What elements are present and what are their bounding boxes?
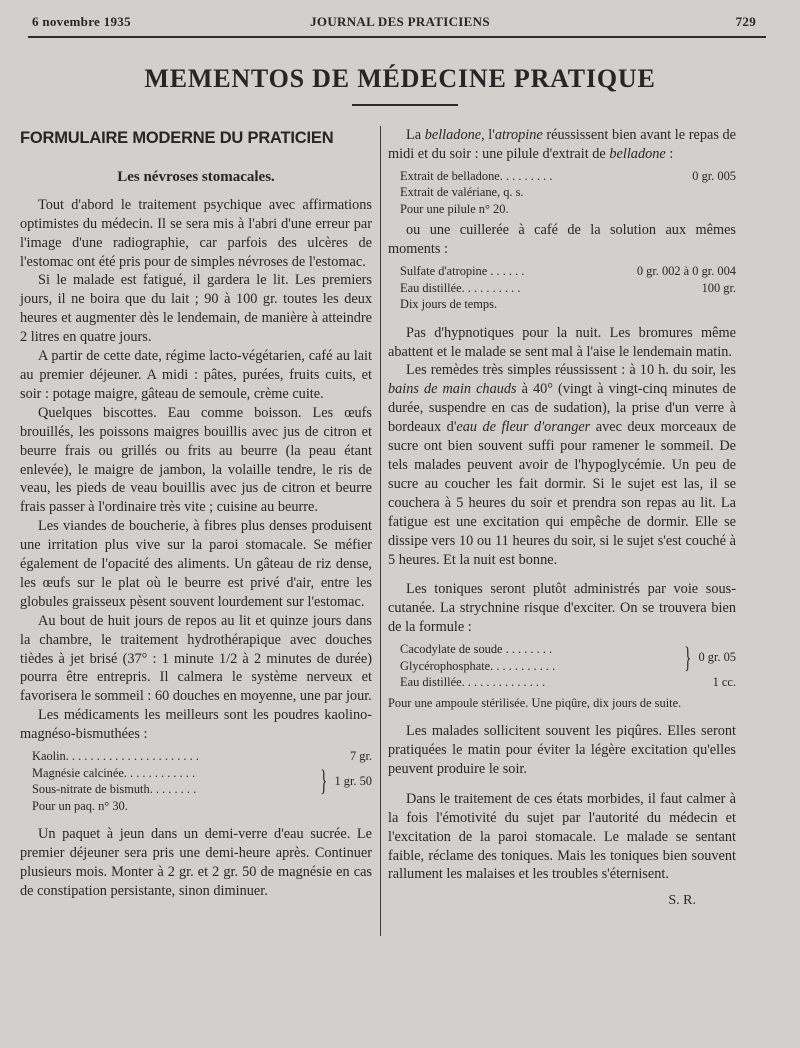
- prescription-solution: [400, 263, 736, 313]
- text-run: réussissent bien avant le repas de midi et du soir : une pilule d'extrait de: [388, 127, 736, 162]
- ingredient: Magnésie calcinée. . . . . . . . . . . .: [32, 765, 196, 780]
- brace-group: [32, 765, 372, 798]
- prescription-ampoule: [400, 641, 736, 691]
- prescription-line: [400, 168, 736, 185]
- dose: 0 gr. 05: [698, 650, 736, 665]
- text-run: :: [665, 145, 674, 162]
- page-title: MEMENTOS DE MÉDECINE PRATIQUE: [144, 64, 656, 93]
- paragraph: Tout d'abord le traitement psychique avec affirmations optimistes du médecin. Il se sera mis à l'abri d'une erreur par l'image d'une radiographie, car parfois des ulcères de l'estomac ont été pris pour de simples névroses de l'estomac.: [20, 196, 372, 270]
- text-run: avec deux morceaux de sucre ont bien souvent suffi pour ramener le sommeil. De tels malades peuvent avoir de l'hypoglycémie. Un peu de sucre au coucher les fait dormir. Si le sujet est las, il se couchera à 5 heures du soir et prendra son repas au lit. La fatigue est une excitation qui empêche de dormir. Elle se dissipe vers 10 ou 11 heures du soir, si le sujet s'est couché à 5 heures. Et la nuit est bonne.: [388, 419, 736, 568]
- paragraph: Un paquet à jeun dans un demi-verre d'eau sucrée. Le premier déjeuner sera pris une demi-heure après. Continuer plusieurs mois. Monter à 2 gr. et 2 gr. 50 de magnésie en cas de constipation persistante, sinon diminuer.: [20, 826, 372, 899]
- prescription-line: [400, 263, 736, 280]
- ingredient: Eau distillée. . . . . . . . . .: [400, 280, 521, 295]
- paragraph: [388, 126, 736, 164]
- italic-term: atropine: [494, 127, 543, 143]
- dose: 1 gr. 50: [334, 773, 372, 788]
- text-run: Les remèdes très simples réussissent : à 10 h. du soir, les: [406, 362, 736, 379]
- header-rule: [28, 36, 766, 38]
- paragraph: Quelques biscottes. Eau comme boisson. Les œufs brouillés, les poissons maigres bouillis avec jus de citron et beurre frais ou grillés ou frits au beurre (la peau étant enlevée), le maigre de jambon, la volaille tendre, le ris de veau, les pieds de veau bouillis avec jus de citron et beurre frais passer à l'ordinaire très vite ; cuisine au beurre.: [20, 404, 372, 516]
- dose: 1 cc.: [712, 675, 736, 690]
- dose: 0 gr. 005: [692, 168, 736, 183]
- ingredient: Extrait de belladone. . . . . . . . .: [400, 168, 553, 183]
- issue-date: 6 novembre 1935: [32, 14, 131, 29]
- column-divider: [380, 126, 381, 936]
- prescription-note: Dix jours de temps.: [400, 297, 498, 312]
- prescription-line: [32, 748, 372, 765]
- author-signature: S. R.: [668, 893, 696, 909]
- prescription-note: Pour une pilule n° 20.: [400, 201, 509, 216]
- prescription-note: Pour une ampoule stérilisée. Une piqûre, dix jours de suite.: [388, 695, 682, 710]
- paragraph: Dans le traitement de ces états morbides, il faut calmer à la fois l'émotivité du sujet par l'autorité du médecin et l'excitation de la paroi stomacale. Le malade se sentant faible, réclame des toniques. Mais les toniques bien souvent rallument les malaises et les troubles s'éternisent.: [388, 790, 736, 883]
- italic-term: bains de main chauds: [388, 381, 517, 398]
- paragraph: Les médicaments les meilleurs sont les poudres kaolino-magnéso-bismuthées :: [20, 707, 372, 743]
- paragraph: Au bout de huit jours de repos au lit et quinze jours dans la chambre, le traitement hydrothérapique avec douches tièdes à jet brisé (37° : 1 minute 1/2 à 2 minutes de durée) pourra être entrepris. Il calmera le système nerveux et favorisera le sommeil : 60 douches en moyenne, une par jour.: [20, 612, 372, 705]
- paragraph: Les toniques seront plutôt administrés par voie sous-cutanée. La strychnine risque d'exciter. On se trouvera bien de la formule :: [388, 581, 736, 636]
- prescription-pill: [400, 168, 736, 218]
- brace-glyph: }: [320, 764, 328, 798]
- italic-term: belladone: [609, 145, 666, 162]
- brace-glyph: }: [684, 640, 692, 674]
- right-column: [388, 126, 736, 911]
- paragraph: A partir de cette date, régime lacto-végétarien, café au lait au premier déjeuner. A midi : pâtes, purées, fruits cuits, et soir : potage maigre, gâteau de semoule, crème cuite.: [20, 348, 372, 402]
- ingredient: Kaolin. . . . . . . . . . . . . . . . . . . . . .: [32, 749, 199, 764]
- text-run: à 40° (vingt à vingt-cinq minutes de durée, suspendre en cas de sudation), la prise d'un verre à bordeaux d': [388, 381, 737, 436]
- brace-group: [400, 641, 736, 674]
- paragraph: Pas d'hypnotiques pour la nuit. Les bromures même abattent et le malade se sent mal à l'aise le lendemain matin.: [388, 324, 736, 360]
- journal-name: JOURNAL DES PRATICIENS: [310, 14, 490, 29]
- italic-term: belladone: [424, 127, 482, 143]
- ingredient: Extrait de valériane, q. s.: [400, 185, 524, 200]
- paragraph: ou une cuillerée à café de la solution aux mêmes moments :: [388, 222, 736, 258]
- ingredient: Cacodylate de soude . . . . . . . .: [400, 642, 553, 657]
- ingredient: Eau distillée. . . . . . . . . . . . . .: [400, 675, 546, 690]
- ingredient: Sulfate d'atropine . . . . . .: [400, 264, 525, 279]
- dose: 7 gr.: [349, 749, 372, 764]
- prescription-note: Pour un paq. n° 30.: [32, 798, 128, 813]
- paragraph: Les malades sollicitent souvent les piqûres. Elles seront pratiquées le matin pour éviter la légère excitation qu'elles peuvent produire le soir.: [388, 723, 736, 777]
- section-title: FORMULAIRE MODERNE DU PRATICIEN: [20, 129, 334, 147]
- ingredient: Glycérophosphate. . . . . . . . . . .: [400, 658, 556, 673]
- italic-term: eau de fleur d'oranger: [456, 419, 591, 436]
- page-number: 729: [735, 14, 756, 29]
- prescription-line: [400, 280, 736, 297]
- paragraph: Les viandes de boucherie, à fibres plus denses produisent une irritation plus vive sur la paroi stomacale. Se méfier également de l'opacité des aliments. Un gâteau de riz dense, les œufs sur le plat où le beurre est privé d'air, entre les globules graisseux pèsent souvent lourdement sur l'estomac.: [20, 518, 372, 610]
- prescription-line: [400, 674, 736, 691]
- ingredient: Sous-nitrate de bismuth. . . . . . . .: [32, 782, 197, 797]
- left-column: [20, 126, 372, 901]
- paragraph: Si le malade est fatigué, il gardera le lit. Les premiers jours, il ne boira que du lait ; 90 à 100 gr. toutes les deux heures et augmenter dès le lendemain, de manière à atteindre 2 litres en quatre jours.: [20, 272, 372, 346]
- text-run: La: [406, 127, 425, 143]
- title-rule: [352, 104, 458, 106]
- article-subtitle: Les névroses stomacales.: [117, 168, 275, 185]
- text-run: , l': [481, 127, 495, 143]
- dose: 0 gr. 002 à 0 gr. 004: [636, 264, 736, 279]
- prescription-powder: [32, 748, 372, 814]
- paragraph: [388, 361, 736, 569]
- dose: 100 gr.: [701, 280, 736, 295]
